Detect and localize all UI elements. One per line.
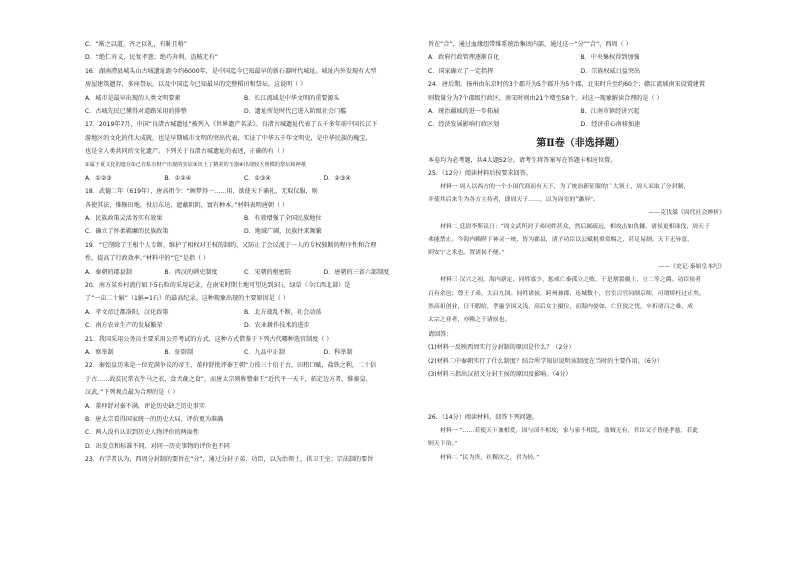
left-column: [85, 38, 403, 467]
option-d: D．出发点和标准不同，对同一历史事物的评价也不同: [85, 442, 230, 450]
option-c: C．古城先民已懂得对道路采用的排整: [85, 107, 187, 115]
material-line: 则安宁之术也。置诸侯不便。”: [428, 250, 505, 257]
question-20-text: 了“一亩二十斛”（1斛=1石）的最高纪录。这种现象出现的主要原因是（ ）: [85, 295, 289, 303]
option-d: D．地域广阔，民族往来频繁: [244, 228, 322, 236]
option-c: C．国家确立了一定指挥: [428, 67, 494, 75]
option-d: D．唐朝的三省六部制度: [323, 268, 390, 276]
section-title: 第Ⅱ卷（非选择题）: [536, 137, 625, 149]
material-line: 然高祖创业，日不暇给，孝惠享国又浅，高后女主摄位，而海内晏如，亡狂狡之忧，卒折诸吕之难，成: [428, 304, 694, 311]
material-line: 弗能禁止。今海内赖陛下神灵一统，皆为郡县，诸子功臣以公赋税重赏赐之，甚足易制。天下无异意，: [428, 237, 694, 244]
question-25-heading: 25．（12分）阅读材料后按要求回答。: [428, 170, 532, 178]
question-16-options: [85, 105, 403, 118]
option-c: C．南方农业生产的发展繁荣: [85, 322, 163, 330]
material-line: 并使其后来生为各方主持者，即周天子……，以为周室的“藩屏”。: [428, 196, 599, 203]
option-b: B．长江流域是中华文明的重要源头: [244, 94, 340, 102]
question-23-continued: 旨在“合”，通过血缘纽带维系统治集团内部，通过这一“分”“合”，西周（ ）: [428, 41, 632, 48]
question-20-options: [85, 306, 403, 319]
question-17-text: 17．2019年7月，中国“良渚古城遗址”被列入《世界遗产名录》。良渚古城遗址代表了五千多年前中国长江下: [85, 121, 378, 129]
option-d: D．遗址所处时代已进入阶级社会门槛: [244, 107, 347, 115]
question-17-options: [85, 172, 403, 185]
question-18-options: [85, 212, 403, 225]
option-c: C．九品中正制: [244, 348, 285, 356]
question-17-text: 也是全人类共同的文化遗产。下列关于良渚古城遗址的表述，正确的有（ ）: [85, 148, 289, 156]
option-a: A．统治疆域的进一步拓展: [428, 107, 500, 115]
option-d: D．经济重心南移加速: [580, 121, 641, 129]
material-line: 材料一 周人以西方的一个小国代商而有天下，为了统治新征服的广大领土，周人采取了分封制，: [440, 183, 690, 190]
sub-question: (2)材料二中秦朝实行了什么制度？结合所学知识说明该制度在当时的主要作用。（6分）: [428, 357, 663, 365]
option-d: D．科举制: [323, 348, 353, 356]
option-b: B．北方战乱不断，社会动荡: [244, 308, 322, 316]
sub-question: (1)材料一反映西周实行分封制的原因是什么？（2分）: [428, 344, 575, 352]
question-19-text: 性，提高了行政效率。”材料中的“它”是指（ ）: [85, 255, 210, 263]
option-c: C．两人没有认识到历史人物评价的两面性: [85, 429, 199, 437]
option-a: A．察举制: [85, 348, 114, 356]
question-24-text: 则数量分为7个郡级行政区，南宋时则由21个增至58个。对这一现象解读合理的是（ ）: [428, 94, 663, 102]
option-b: B．有效增强了全国民族地位: [244, 215, 322, 223]
question-24-options: [428, 105, 733, 118]
question-23-text: 23．有学者认为，西周分封制的要旨在“分”，通过分封子弟、功臣，以为治领土，拱卫王室；宗法制的要旨: [85, 456, 374, 464]
option-b: B．中央集权得到加强: [580, 54, 640, 62]
option-b: B．征辟制: [164, 348, 194, 356]
question-24-text: 24．唐后期，扬州由东京时的3个郡升为5个郡升为5个郡，北宋时升至约60个；赣江流域南宋设置建置: [428, 81, 705, 89]
option-d: D．农业耕作技术的进步: [244, 322, 310, 330]
question-17-text: 游地区的文化的伟大成就，也是早期城市文明的突出代表，实证了中华五千年文明史，是中华民族的瑰宝，: [85, 134, 372, 142]
option-line: C．“渐之以道，齐之以礼，有耻且格”: [85, 41, 187, 48]
question-16-text: 16．湖南澧县城头山古城遗址距今约6000年，是中国迄今已知最早的新石器时代城址。城址内外发现有大型: [85, 67, 377, 75]
right-column: [428, 38, 733, 465]
option-a: A．董仲舒对秦不满，评论历史缺乏历史事实: [85, 402, 205, 410]
question-16-options: [85, 92, 403, 105]
material-line: 材料二 “民为贵，社稷次之，君为轻。”: [440, 454, 540, 461]
question-22-text: 22．秦始皇历来是一位充满争议的帝王，董仲舒批评秦王朝“力役三十倍于古，田租口赋，盐铁之利，二十倍: [85, 362, 377, 370]
question-19-options: [85, 266, 403, 279]
material-line: 太宗之业者，亦赖之于诸侯也。: [428, 317, 511, 324]
option-c: C．①③④: [244, 174, 271, 182]
option-a: A．政府行政管理逐渐自化: [428, 54, 500, 62]
answer-prompt: 请回答：: [428, 330, 453, 338]
material-line: 材料一 “……若使天下兼相爱，国与国不相攻，家与家不相乱，盗贼无有，君臣父子皆能孝慈，若此: [440, 427, 699, 434]
option-line: D．“绝仁弃义，民复孝慈；绝巧弃利，盗贼无有”: [85, 54, 218, 62]
question-16-text: 房屋建筑遗存，多座祭坛，以及中国迄今已知最早的完整稻田和祭坛。这说明（ ）: [85, 81, 307, 89]
question-21-text: 21．我国采用公务员主要采用公开考试的方式，这种方式借鉴于下列古代哪种选官制度（ ）: [85, 335, 333, 343]
option-b: B．江南市镇经济兴起: [580, 107, 640, 115]
option-a: A．城市是最早出现的人类文明要素: [85, 94, 181, 102]
question-20-text: 20．南方某乡村流行如下5石粒的采用记录，在南宋时期土地可望达到3石，绿草（今江西北部）是: [85, 282, 351, 290]
option-d: D．②③④: [323, 174, 351, 182]
question-18-text: 18．武德二年（619年），唐高祖令：“画梦得一……用，欲使天下诵礼，无取仪服，则: [85, 188, 318, 196]
material-line: 则天下治。”: [428, 441, 458, 448]
option-c: C．宋朝的枢密院: [244, 268, 291, 276]
material-line: 材料二 廷尉李斯议曰：“周文武所封子弟同姓甚众，然后属疏远，相攻击如仇雠，诸侯更相诛伐，周天子: [440, 223, 710, 230]
option-a: A．秦朝的郡县制: [85, 268, 132, 276]
question-23-options: [428, 51, 733, 64]
option-b: B．①②④: [164, 174, 192, 182]
option-a: A．孝文帝迁都洛阳，汉化政策: [85, 308, 169, 316]
question-18-options: [85, 225, 403, 238]
question-18-text: 各使其法，惟修田地，役启东达，遮蔽阴阴，富有种本。”材料表明唐朝（ ）: [85, 201, 289, 209]
option-b: B．西汉的刺史制度: [164, 268, 218, 276]
question-24-options: [428, 118, 733, 131]
question-22-text: 汉武。”下列观点最为合理的是（ ）: [85, 389, 179, 397]
option-a: A．①②③: [85, 174, 112, 182]
option-c: C．确立了怀柔羁縻的民族政策: [85, 228, 169, 236]
section-note: 本卷均为必考题，共4大题52分。请考生将答案写在答题卡相应位置。: [428, 156, 617, 164]
question-17-items: ①属于夏文化的遗存②已有私有财产出现的实证③出土了精美的玉器④出现较大规模的祭坛和神祇: [85, 161, 306, 168]
question-26-heading: 26．（14分）阅读材料，回答下列问题。: [428, 414, 538, 422]
sub-question: (3)材料三指出汉初又分封王侯的原因及影响。（4分）: [428, 370, 572, 378]
material-line: 百有余邑；尊王子弟，大启九国。同姓诸侯，跨州兼郡，连城数十，宫室百官同制京师，可谓矫枉过正矣。: [428, 290, 705, 297]
question-21-options: [85, 346, 403, 359]
material-line: 材料三 汉兴之初，海内新定，同姓寡少，惩戒亡秦孤立之败，于是割裂疆土，立二等之爵。功臣侯者: [440, 277, 702, 284]
question-20-options: [85, 319, 403, 332]
material-source: ——《史记·秦始皇本纪》: [658, 263, 725, 270]
option-a: A．民族政策灵活务实有效果: [85, 215, 163, 223]
material-source: ——克伐桀《周代社会辨析》: [648, 210, 725, 217]
question-19-text: 19．“它削除了王相个人专断，维护了相权对王权的制约，又防止了会议流于一人的专权独断的程序性和合理: [85, 241, 377, 249]
question-22-text: 于古……故贫民常衣牛马之衣，食犬彘之食”，而唐太宗则称赞秦王“近代平一天下，拓定边方者，惟秦皇、: [85, 375, 372, 383]
question-23-options: [428, 65, 733, 78]
option-b: B．唐太宗看得国家统一的历史大局，评价更为准确: [85, 415, 224, 423]
option-d: D．宗族权威日益突出: [580, 67, 641, 75]
option-c: C．经济发展影响行政区划: [428, 121, 500, 129]
